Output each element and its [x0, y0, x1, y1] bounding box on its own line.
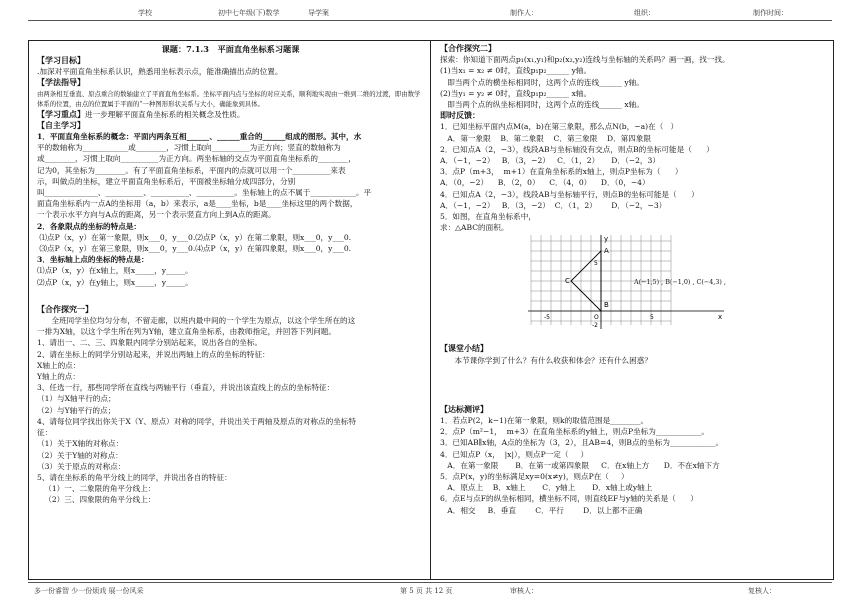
coordinate-grid: [528, 233, 728, 329]
self-study-line: 示，叫做点的坐标，建立平面直角坐标系后，平面被坐标轴分成四部分，分别: [37, 176, 296, 186]
coop1-heading: 【合作探究一】: [37, 303, 93, 314]
test-line: A．原点上 B．x轴上 C．y轴上 D．x轴上或y轴上: [440, 483, 653, 493]
footer-page: 第 5 页 共 12 页: [400, 587, 453, 595]
q5-points: A(−1,5) , B(−1,0) , C(−4,3) ,: [634, 278, 726, 286]
self-study-line: 记为0，其坐标为________。有了平面直角坐标系，平面内的点就可以用一个__________来表: [37, 165, 346, 175]
coop2-line: 探索：你知道下面两点p₁(x₁,y₁)和p₂(x₂,y₂)连线与坐标轴的关系吗？画一画，找一找。: [440, 55, 730, 65]
header-school: 学校: [138, 9, 152, 17]
test-list: [440, 415, 827, 516]
coop1-line: （1）关于X轴的对称点：: [37, 439, 124, 449]
left-column: [29, 41, 431, 579]
coop1-line: 1、请出一、二、三、四象限内同学分别站起来，说出各自的坐标。: [37, 338, 263, 348]
self-study-line: 或________，习惯上取向__________为正方向。两坐标轴的交点为平面直角坐标系的________，: [37, 154, 356, 164]
footer-checker: 审核人：: [510, 587, 538, 595]
tick-neg2: -2: [592, 322, 598, 330]
feedback-line: A．（−1，−2） B．（3，−2） C．（1，2） D．（−2，−3）: [440, 200, 667, 210]
coop1-line: 征：: [37, 428, 53, 438]
key-heading: 【学习重点】: [37, 108, 85, 119]
coop1-line: （2）与Y轴平行的点；: [37, 405, 116, 415]
coop1-line: 5、请在坐标系的角平分线上的同学，并说出各自的特征：: [37, 472, 232, 482]
self-study-line: 2．各象限点的坐标的特点是：: [37, 221, 142, 231]
coop1-line: （1）一、二象限的角平分线上：: [37, 484, 156, 494]
self-study-line: ⑴点P（x，y）在x轴上，则x_____，y_____。: [37, 266, 193, 276]
coop2-list: [440, 54, 827, 110]
feedback-list: [440, 121, 827, 233]
feedback-line: A．第一象限 B．第二象限 C．第三象限 D．第四象限: [440, 133, 652, 143]
label-b: B: [604, 301, 609, 310]
header-date: 制作时间：: [753, 9, 788, 17]
label-a: A: [604, 247, 609, 256]
test-line: A．在第一象限 B．在第一或第四象限 C．在x轴上方 D．不在x轴下方: [440, 460, 720, 470]
header-review: 组织：: [634, 9, 655, 17]
summary-text: 本节课你学到了什么？有什么收获和体会？还有什么困惑？: [440, 355, 652, 365]
self-study-line: 叫______________、__________、__________、__________。坐标轴上的点不属于____________。平: [37, 188, 372, 198]
coop2-line: 即当两个点的纵坐标相同时，这两个点的连线______ x轴。: [440, 100, 644, 110]
self-study-line: ⑵点P（x，y）在y轴上，则x_____，y_____。: [37, 277, 193, 287]
self-study-line: 面直角坐标系内一点A的坐标用（a，b）来表示，a是____坐标，b是____坐标这里的两个数据，: [37, 199, 358, 209]
test-line: 2．点P（m²−1， m+3）在直角坐标系的y轴上，则点P坐标为____________。: [440, 427, 710, 437]
coop1-list: [37, 315, 424, 505]
goal-text: .加深对平面直角坐标系认识，熟悉用坐标表示点，能准确描出点的位置。: [37, 67, 283, 77]
test-line: 6．点E与点F的纵坐标相同，横坐标不同，则直线EF与y轴的关系是（ ）: [440, 494, 698, 504]
feedback-line: A．（0，−2） B．（2，0） C．（4，0） D．（0，−4）: [440, 178, 650, 188]
self-study-line: 1．平面直角坐标系的概念：平面内两条互相______、______重合的______组成的图形。其中，水: [37, 132, 362, 142]
label-o: O: [594, 314, 599, 322]
header-maker: 制作人：: [510, 9, 538, 17]
page-header: [28, 6, 832, 21]
test-line: 1．若点P(2，k−1)在第一象限，则k的取值范围是________。: [440, 416, 649, 426]
test-line: A．相交 B．垂直 C．平行 D．以上都不正确: [440, 505, 643, 515]
feedback-heading: 即时反馈：: [440, 110, 480, 121]
method-text: 由两条相互垂直、原点重合的数轴建立了平面直角坐标系。坐标平面内点与坐标的对应关系，顺利地实现由一维到二维的过渡，即由数学体系的位置，由点的位置属于平面的“一种图形形状关系与大小，确能象到具体。: [37, 89, 421, 108]
self-study-line: ⑴点P（x，y）在第一象限，则x___0，y___0.⑵点P（x，y）在第二象限，则x___0，y___0.: [37, 232, 352, 242]
key-text: 进一步理解平面直角坐标系的相关概念及性质。: [85, 109, 245, 119]
coop1-line: （2）关于Y轴的对称点：: [37, 450, 123, 460]
coordinate-figure: [440, 233, 827, 329]
feedback-line: 4．已知点A（2，−3），线段AB与坐标轴平行，则点B的坐标可能是（ ）: [440, 189, 699, 199]
coop1-line: 2、请在坐标上的同学分别站起来，并说出两轴上的点的坐标的特征：: [37, 349, 270, 359]
coop1-line: （1）与X轴平行的点；: [37, 394, 116, 404]
test-line: 4．已知点P（x， |x|），则点P一定（ ）: [440, 449, 589, 459]
self-study-line: ⑶点P（x，y）在第三象限，则x___0，y___0.⑷点P（x，y）在第四象限，则x___0，y___0.: [37, 244, 352, 254]
coop1-line: X轴上的点：: [37, 360, 81, 370]
tick-5y: 5: [594, 260, 598, 268]
worksheet: [28, 40, 834, 580]
coop2-heading: 【合作探究二】: [440, 43, 496, 53]
coop2-line: 即当两个点的横坐标相同时，这两个点的连线______ y轴。: [440, 77, 644, 87]
self-study-line: 一个表示水平方向与A点的距离，另一个表示竖直方向上到A点的距离。: [37, 210, 276, 220]
coop1-line: 4、请每位同学找出你关于X（Y、原点）对称的同学，并说出关于两轴及原点的对称点的坐标特: [37, 416, 356, 426]
coop2-line: (2)当y₁ = y₂ ≠ 0时，直线p₁p₂______ x轴。: [440, 88, 592, 98]
feedback-line: 1．已知坐标平面内点M(a，b)在第三象限，那么点N(b，−a)在（ ）: [440, 122, 679, 132]
self-study-heading: 【自主学习】: [37, 119, 85, 130]
coop1-line: （3）关于原点的对称点：: [37, 461, 126, 471]
lesson-title: 课题：7.1.3 平面直角坐标系习题课: [161, 44, 300, 54]
x-label: x: [718, 313, 723, 322]
feedback-line: 2．已知点A（2，−3），线段AB与坐标轴没有交点，则点B的坐标可能是（ ）: [440, 144, 714, 154]
header-guide: 导学案: [308, 9, 329, 17]
footer-approver: 复核人：: [748, 587, 776, 595]
header-grade: 初中七年级(下)数学: [218, 9, 280, 17]
summary-heading: 【课堂小结】: [440, 343, 488, 354]
label-c: C: [565, 277, 570, 286]
coop1-line: 全班同学坐位均匀分布，不留走廊，以班内最中间的一个学生为原点，以这个学生所在的这: [37, 316, 356, 326]
coop2-line: (1)当x₁ = x₂ ≠ 0时，直线p₁p₂______ y轴。: [440, 66, 592, 76]
tick-5x: 5: [650, 314, 654, 322]
goal-heading: 【学习目标】: [37, 55, 85, 65]
self-study-line: 平的数轴称为____________或________，习惯上取向__________为正方向；竖直的数轴称为: [37, 143, 341, 153]
tick-neg5: -5: [544, 314, 550, 322]
test-heading: 【达标测评】: [440, 403, 488, 414]
coop1-line: 一排为X轴，以这个学生所在列为Y轴，建立直角坐标系，由教师指定，并回答下列问题。: [37, 327, 336, 337]
y-label: y: [604, 235, 609, 244]
right-column: [432, 41, 833, 579]
method-heading: 【学法指导】: [37, 77, 85, 88]
test-line: 3．已知AB∥x轴，A点的坐标为（3，2），且AB=4，则B点的坐标为____________。: [440, 438, 724, 448]
coop1-line: Y轴上的点：: [37, 372, 80, 382]
self-study-list: [37, 131, 424, 288]
page-footer: [28, 582, 832, 597]
feedback-line: 3．点P（m+3， m+1）在直角坐标系的x轴上，则点P坐标为（ ）: [440, 167, 683, 177]
feedback-line: 求：△ABC的面积。: [440, 223, 509, 233]
feedback-line: A．（−1，−2） B．（3，−2） C．（1，2） D．（−2，3）: [440, 156, 660, 166]
coop1-line: 3、任选一行，那些同学所在直线与两轴平行（垂直），并说出该直线上的点的坐标特征：: [37, 383, 335, 393]
feedback-line: 5．如图，在直角坐标系中，: [440, 212, 536, 222]
footer-motto: 多一份睿智 少一份烦戏 展一份风采: [34, 587, 144, 595]
coop1-line: （2）三、四象限的角平分线上：: [37, 495, 156, 505]
test-line: 5．点P(x，y)的坐标满足xy=0(x≠y)，则点P在（ ）: [440, 472, 629, 482]
self-study-line: 3．坐标轴上点的坐标的特点是：: [37, 255, 149, 265]
